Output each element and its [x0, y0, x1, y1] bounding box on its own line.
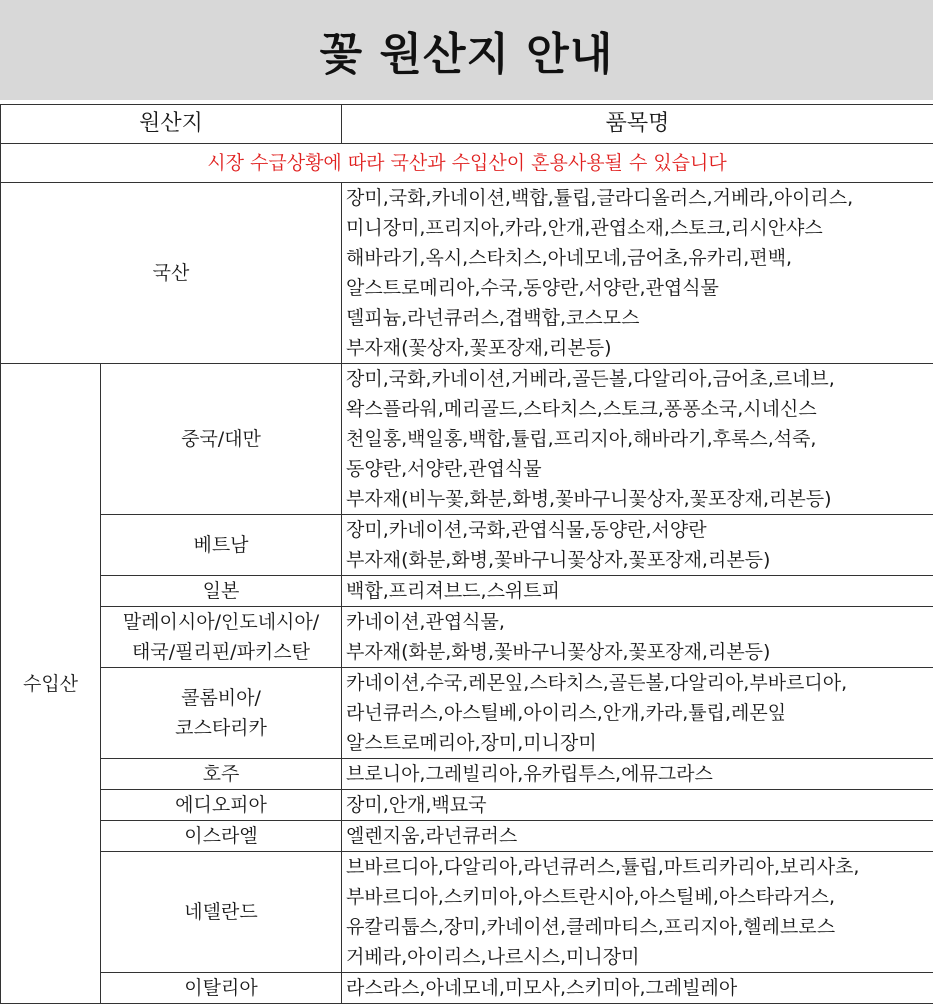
country-cell	[101, 821, 342, 852]
country-name: 이탈리아	[101, 973, 341, 1003]
origin-table	[0, 104, 933, 1004]
country-items	[342, 759, 933, 790]
notice-row	[1, 144, 933, 183]
item-line: 동양란,서양란,관엽식물	[346, 454, 933, 484]
item-line: 델피늄,라넌큐러스,겹백합,코스모스	[346, 303, 933, 333]
item-line: 부자재(꽃상자,꽃포장재,리본등)	[346, 333, 933, 363]
domestic-row	[1, 183, 933, 364]
country-items	[342, 668, 933, 759]
item-line: 부자재(화분,화병,꽃바구니꽃상자,꽃포장재,리본등)	[346, 545, 933, 575]
imported-row	[1, 759, 933, 790]
item-line: 부바르디아,스키미아,아스트란시아,아스틸베,아스타라거스,	[346, 882, 933, 912]
country-name: 일본	[101, 576, 341, 606]
item-line: 엘렌지움,라넌큐러스	[346, 821, 933, 851]
page-title: 꽃 원산지 안내	[320, 18, 614, 82]
item-line: 장미,안개,백묘국	[346, 790, 933, 820]
item-line: 브로니아,그레빌리아,유카립투스,에뮤그라스	[346, 759, 933, 789]
item-line: 부자재(비누꽃,화분,화병,꽃바구니꽃상자,꽃포장재,리본등)	[346, 484, 933, 514]
imported-row	[1, 821, 933, 852]
imported-row	[1, 852, 933, 973]
country-cell	[101, 759, 342, 790]
country-name: 에디오피아	[101, 790, 341, 820]
country-name: 코스타리카	[101, 713, 341, 743]
country-items	[342, 821, 933, 852]
country-cell	[101, 852, 342, 973]
imported-row	[1, 790, 933, 821]
country-name: 중국/대만	[101, 424, 341, 454]
country-items	[342, 973, 933, 1004]
imported-row	[1, 607, 933, 668]
domestic-items	[342, 183, 933, 364]
country-cell	[101, 607, 342, 668]
country-cell	[101, 973, 342, 1004]
country-name: 호주	[101, 759, 341, 789]
origin-domestic-label: 국산	[1, 183, 342, 364]
item-line: 장미,국화,카네이션,백합,튤립,글라디올러스,거베라,아이리스,	[346, 183, 933, 213]
header-items: 품목명	[342, 105, 933, 144]
imported-row	[1, 515, 933, 576]
item-line: 거베라,아이리스,나르시스,미니장미	[346, 942, 933, 972]
item-line: 알스트로메리아,수국,동양란,서양란,관엽식물	[346, 273, 933, 303]
item-line: 해바라기,옥시,스타치스,아네모네,금어초,유카리,편백,	[346, 243, 933, 273]
title-banner	[0, 0, 933, 100]
country-items	[342, 576, 933, 607]
imported-row	[1, 668, 933, 759]
header-origin: 원산지	[1, 105, 342, 144]
imported-row	[1, 973, 933, 1004]
country-name: 말레이시아/인도네시아/	[101, 607, 341, 637]
country-items	[342, 515, 933, 576]
item-line: 브바르디아,다알리아,라넌큐러스,튤립,마트리카리아,보리사초,	[346, 852, 933, 882]
item-line: 부자재(화분,화병,꽃바구니꽃상자,꽃포장재,리본등)	[346, 637, 933, 667]
country-items	[342, 607, 933, 668]
item-line: 장미,카네이션,국화,관엽식물,동양란,서양란	[346, 515, 933, 545]
country-cell	[101, 790, 342, 821]
country-cell	[101, 576, 342, 607]
country-name: 콜롬비아/	[101, 683, 341, 713]
country-name: 베트남	[101, 530, 341, 560]
item-line: 천일홍,백일홍,백합,튤립,프리지아,해바라기,후록스,석죽,	[346, 424, 933, 454]
item-line: 카네이션,수국,레몬잎,스타치스,골든볼,다알리아,부바르디아,	[346, 668, 933, 698]
country-name: 이스라엘	[101, 821, 341, 851]
country-cell	[101, 668, 342, 759]
country-items	[342, 790, 933, 821]
country-cell	[101, 364, 342, 515]
country-items	[342, 364, 933, 515]
imported-row	[1, 576, 933, 607]
item-line: 장미,국화,카네이션,거베라,골든볼,다알리아,금어초,르네브,	[346, 364, 933, 394]
imported-row	[1, 364, 933, 515]
item-line: 라스라스,아네모네,미모사,스키미아,그레빌레아	[346, 973, 933, 1003]
country-name: 태국/필리핀/파키스탄	[101, 637, 341, 667]
item-line: 백합,프리져브드,스위트피	[346, 576, 933, 606]
country-name: 네델란드	[101, 897, 341, 927]
item-line: 라넌큐러스,아스틸베,아이리스,안개,카라,튤립,레몬잎	[346, 698, 933, 728]
country-cell	[101, 515, 342, 576]
country-items	[342, 852, 933, 973]
item-line: 왁스플라워,메리골드,스타치스,스토크,퐁퐁소국,시네신스	[346, 394, 933, 424]
item-line: 유칼리툽스,장미,카네이션,클레마티스,프리지아,헬레브로스	[346, 912, 933, 942]
item-line: 알스트로메리아,장미,미니장미	[346, 728, 933, 758]
item-line: 미니장미,프리지아,카라,안개,관엽소재,스토크,리시안샤스	[346, 213, 933, 243]
origin-imported-label: 수입산	[1, 364, 101, 1004]
notice-text: 시장 수급상황에 따라 국산과 수입산이 혼용사용될 수 있습니다	[1, 144, 933, 183]
table-header-row	[1, 105, 933, 144]
item-line: 카네이션,관엽식물,	[346, 607, 933, 637]
